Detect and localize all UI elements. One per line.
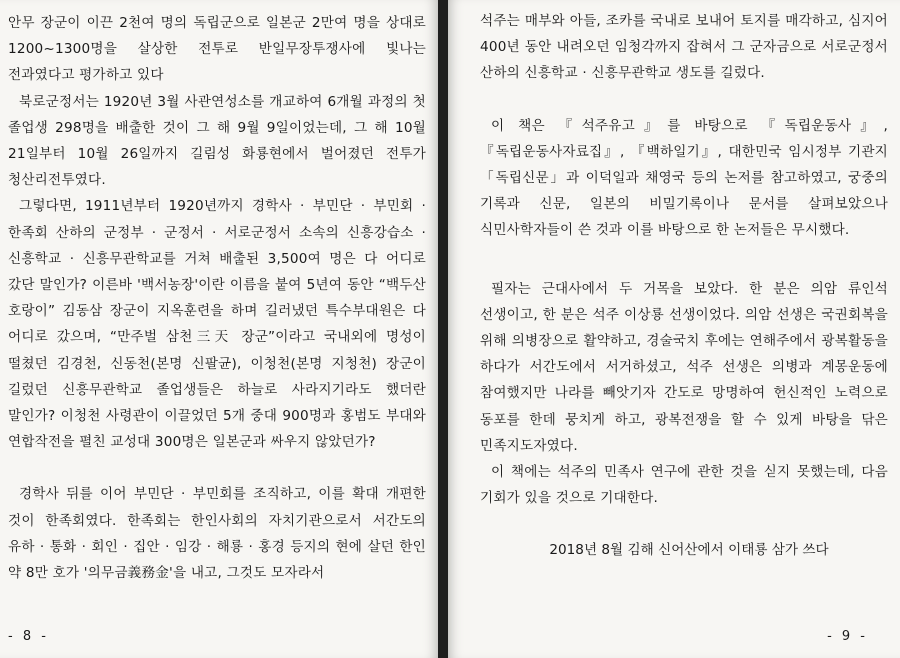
left-page (0, 0, 438, 658)
paragraph: 안무 장군이 이끈 2천여 명의 독립군으로 일본군 2만여 명을 상대로 1200~1300명을 살상한 전투로 반일무장투쟁사에 빛나는 전과였다고 평가하고 있다 (8, 15, 426, 84)
paragraph-gap (8, 455, 426, 481)
paragraph-gap (480, 511, 888, 537)
paragraph-gap (480, 244, 888, 276)
page-number: - 9 - (827, 629, 868, 644)
right-page (448, 0, 900, 658)
paragraph: 석주는 매부와 아들, 조카를 국내로 보내어 토지를 매각하고, 심지어 400년 동안 내려오던 임청각까지 잡혀서 그 군자금으로 서로군정서 산하의 신흥학교 · 신흥무관학교 생도를 길렀다. (480, 13, 888, 82)
paragraph: 그렇다면, 1911년부터 1920년까지 경학사 · 부민단 · 부민회 · 한족회 산하의 군정부 · 군정서 · 서로군정서 소속의 신흥강습소 · 신흥학교 · 신흥무관학교를 거쳐 배출된 3,500여 명은 다 어디로 갔단 말인가? 이른바 '백서농장'이란 이름을 붙여 5년여 동안 “백두산 호랑이” 김동삼 장군이 지옥훈련을 하며 길러냈던 특수부대원은 다 어디로 갔으며, “만주벌 삼천三天 장군”이라고 국내외에 명성이 떨쳤던 김경천, 신동천(본명 신팔균), 이청천(본명 지청천) 장군이 길렀던 신흥무관학교 졸업생들은 하늘로 사라지기라도 했더란 말인가? 이청천 사령관이 이끌었던 5개 중대 900명과 홍범도 부대와 연합작전을 펼친 교성대 300명은 일본군과 싸우지 않았던가? (8, 198, 426, 451)
paragraph: 필자는 근대사에서 두 거목을 보았다. 한 분은 의암 류인석 선생이고, 한 분은 석주 이상룡 선생이었다. 의암 선생은 국권회복을 위해 의병장으로 활약하고, 경술국치 후에는 연해주에서 광복활동을 하다가 서간도에서 서거하셨고, 석주 선생은 의병과 계몽운동에 참여했지만 나라를 빼앗기자 간도로 망명하여 헌신적인 노력으로 동포를 한데 뭉치게 하고, 광복전쟁을 할 수 있게 바탕을 닦은 민족지도자였다. (480, 280, 888, 454)
page-number: - 8 - (8, 629, 49, 644)
paragraph-gap (480, 87, 888, 113)
paragraph: 이 책에는 석주의 민족사 연구에 관한 것을 싣지 못했는데, 다음 기회가 있을 것으로 기대한다. (480, 464, 888, 507)
paragraph: 경학사 뒤를 이어 부민단 · 부민회를 조직하고, 이를 확대 개편한 것이 한족회였다. 한족회는 한인사회의 자치기관으로서 서간도의 유하 · 통화 · 회인 · 집안 · 임강 · 해룡 · 홍경 등지의 현에 살던 한인 약 8만 호가 '의무금義務金'을 내고, 그것도 모자라서 (8, 486, 426, 582)
paragraph: 이 책은 『석주유고』를 바탕으로 『독립운동사』, 『독립운동사자료집』, 『백하일기』, 대한민국 임시정부 기관지 「독립신문」과 이덕일과 채영국 등의 논저를 참고하였고, 궁중의 기록과 신문, 일본의 비밀기록이나 문서를 살펴보았으나 식민사학자들이 쓴 것과 이를 바탕으로 한 논저들은 무시했다. (480, 117, 888, 239)
book-gutter (438, 0, 448, 658)
paragraph: 북로군정서는 1920년 3월 사관연성소를 개교하여 6개월 과정의 첫 졸업생 298명을 배출한 것이 그 해 9월 9일이었는데, 그 해 10월 21일부터 10월 26일까지 길림성 화룡현에서 벌어졌던 전투가 청산리전투였다. (8, 93, 426, 189)
author-signature-line: 2018년 8월 김해 신어산에서 이태룡 삼가 쓰다 (549, 542, 829, 559)
